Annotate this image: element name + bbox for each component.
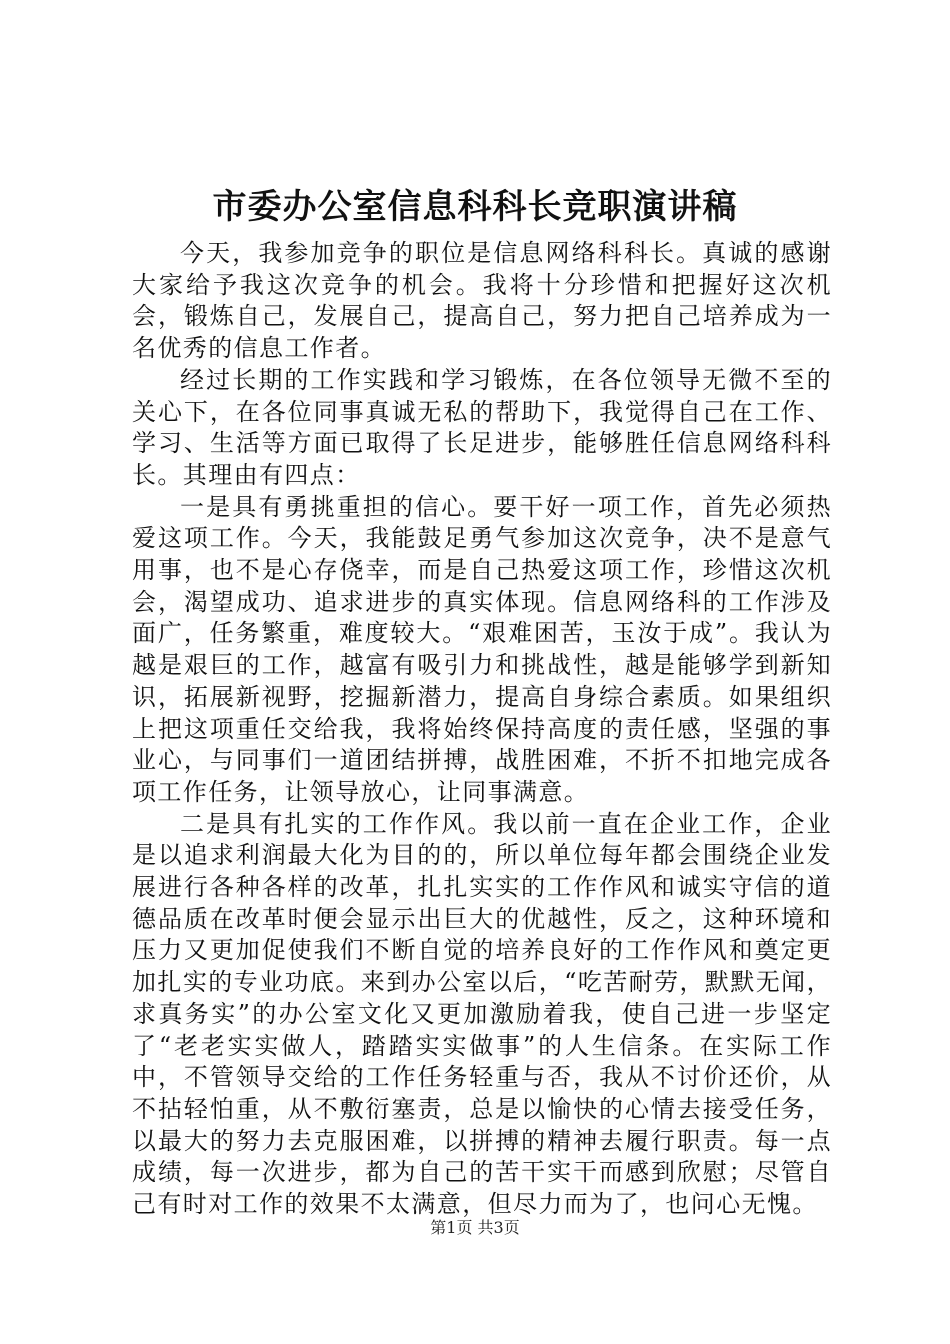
page-number-footer: 第1页 共3页 xyxy=(430,1218,520,1237)
paragraph-reason-two: 二是具有扎实的工作作风。我以前一直在企业工作，企业是以追求利润最大化为目的的，所以单位每年都会围绕企业发展进行各种各样的改革，扎扎实实的工作作风和诚实守信的道德品质在改革时便会显示出巨大的优越性，反之，这种环境和压力又更加促使我们不断自觉的培养良好的工作作风和奠定更加扎实的专业功底。来到办公室以后，“吃苦耐劳，默默无闻，求真务实”的办公室文化又更加激励着我，使自己进一步坚定了“老老实实做人，踏踏实实做事”的人生信条。在实际工作中，不管领导交给的工作任务轻重与否，我从不讨价还价，从不拈轻怕重，从不敷衍塞责，总是以愉快的心情去接受任务，以最大的努力去克服困难，以拼搏的精神去履行职责。每一点成绩，每一次进步，都为自己的苦干实干而感到欣慰；尽管自己有时对工作的效果不太满意，但尽力而为了，也问心无愧。 xyxy=(132,809,832,1219)
paragraph-reasons-intro: 经过长期的工作实践和学习锻炼，在各位领导无微不至的关心下，在各位同事真诚无私的帮助下，我觉得自己在工作、学习、生活等方面已取得了长足进步，能够胜任信息网络科科长。其理由有四点： xyxy=(132,365,832,489)
document-body xyxy=(132,238,832,1221)
paragraph-intro: 今天，我参加竞争的职位是信息网络科科长。真诚的感谢大家给予我这次竞争的机会。我将十分珍惜和把握好这次机会，锻炼自己，发展自己，提高自己，努力把自己培养成为一名优秀的信息工作者。 xyxy=(132,239,832,363)
document-title: 市委办公室信息科科长竞职演讲稿 xyxy=(212,187,738,227)
paragraph-reason-one: 一是具有勇挑重担的信心。要干好一项工作，首先必须热爱这项工作。今天，我能鼓足勇气参加这次竞争，决不是意气用事，也不是心存侥幸，而是自己热爱这项工作，珍惜这次机会，渴望成功、追求进步的真实体现。信息网络科的工作涉及面广，任务繁重，难度较大。“艰难困苦，玉汝于成”。我认为越是艰巨的工作，越富有吸引力和挑战性，越是能够学到新知识，拓展新视野，挖掘新潜力，提高自身综合素质。如果组织上把这项重任交给我，我将始终保持高度的责任感，坚强的事业心，与同事们一道团结拼搏，战胜困难，不折不扣地完成各项工作任务，让领导放心，让同事满意。 xyxy=(132,492,832,806)
